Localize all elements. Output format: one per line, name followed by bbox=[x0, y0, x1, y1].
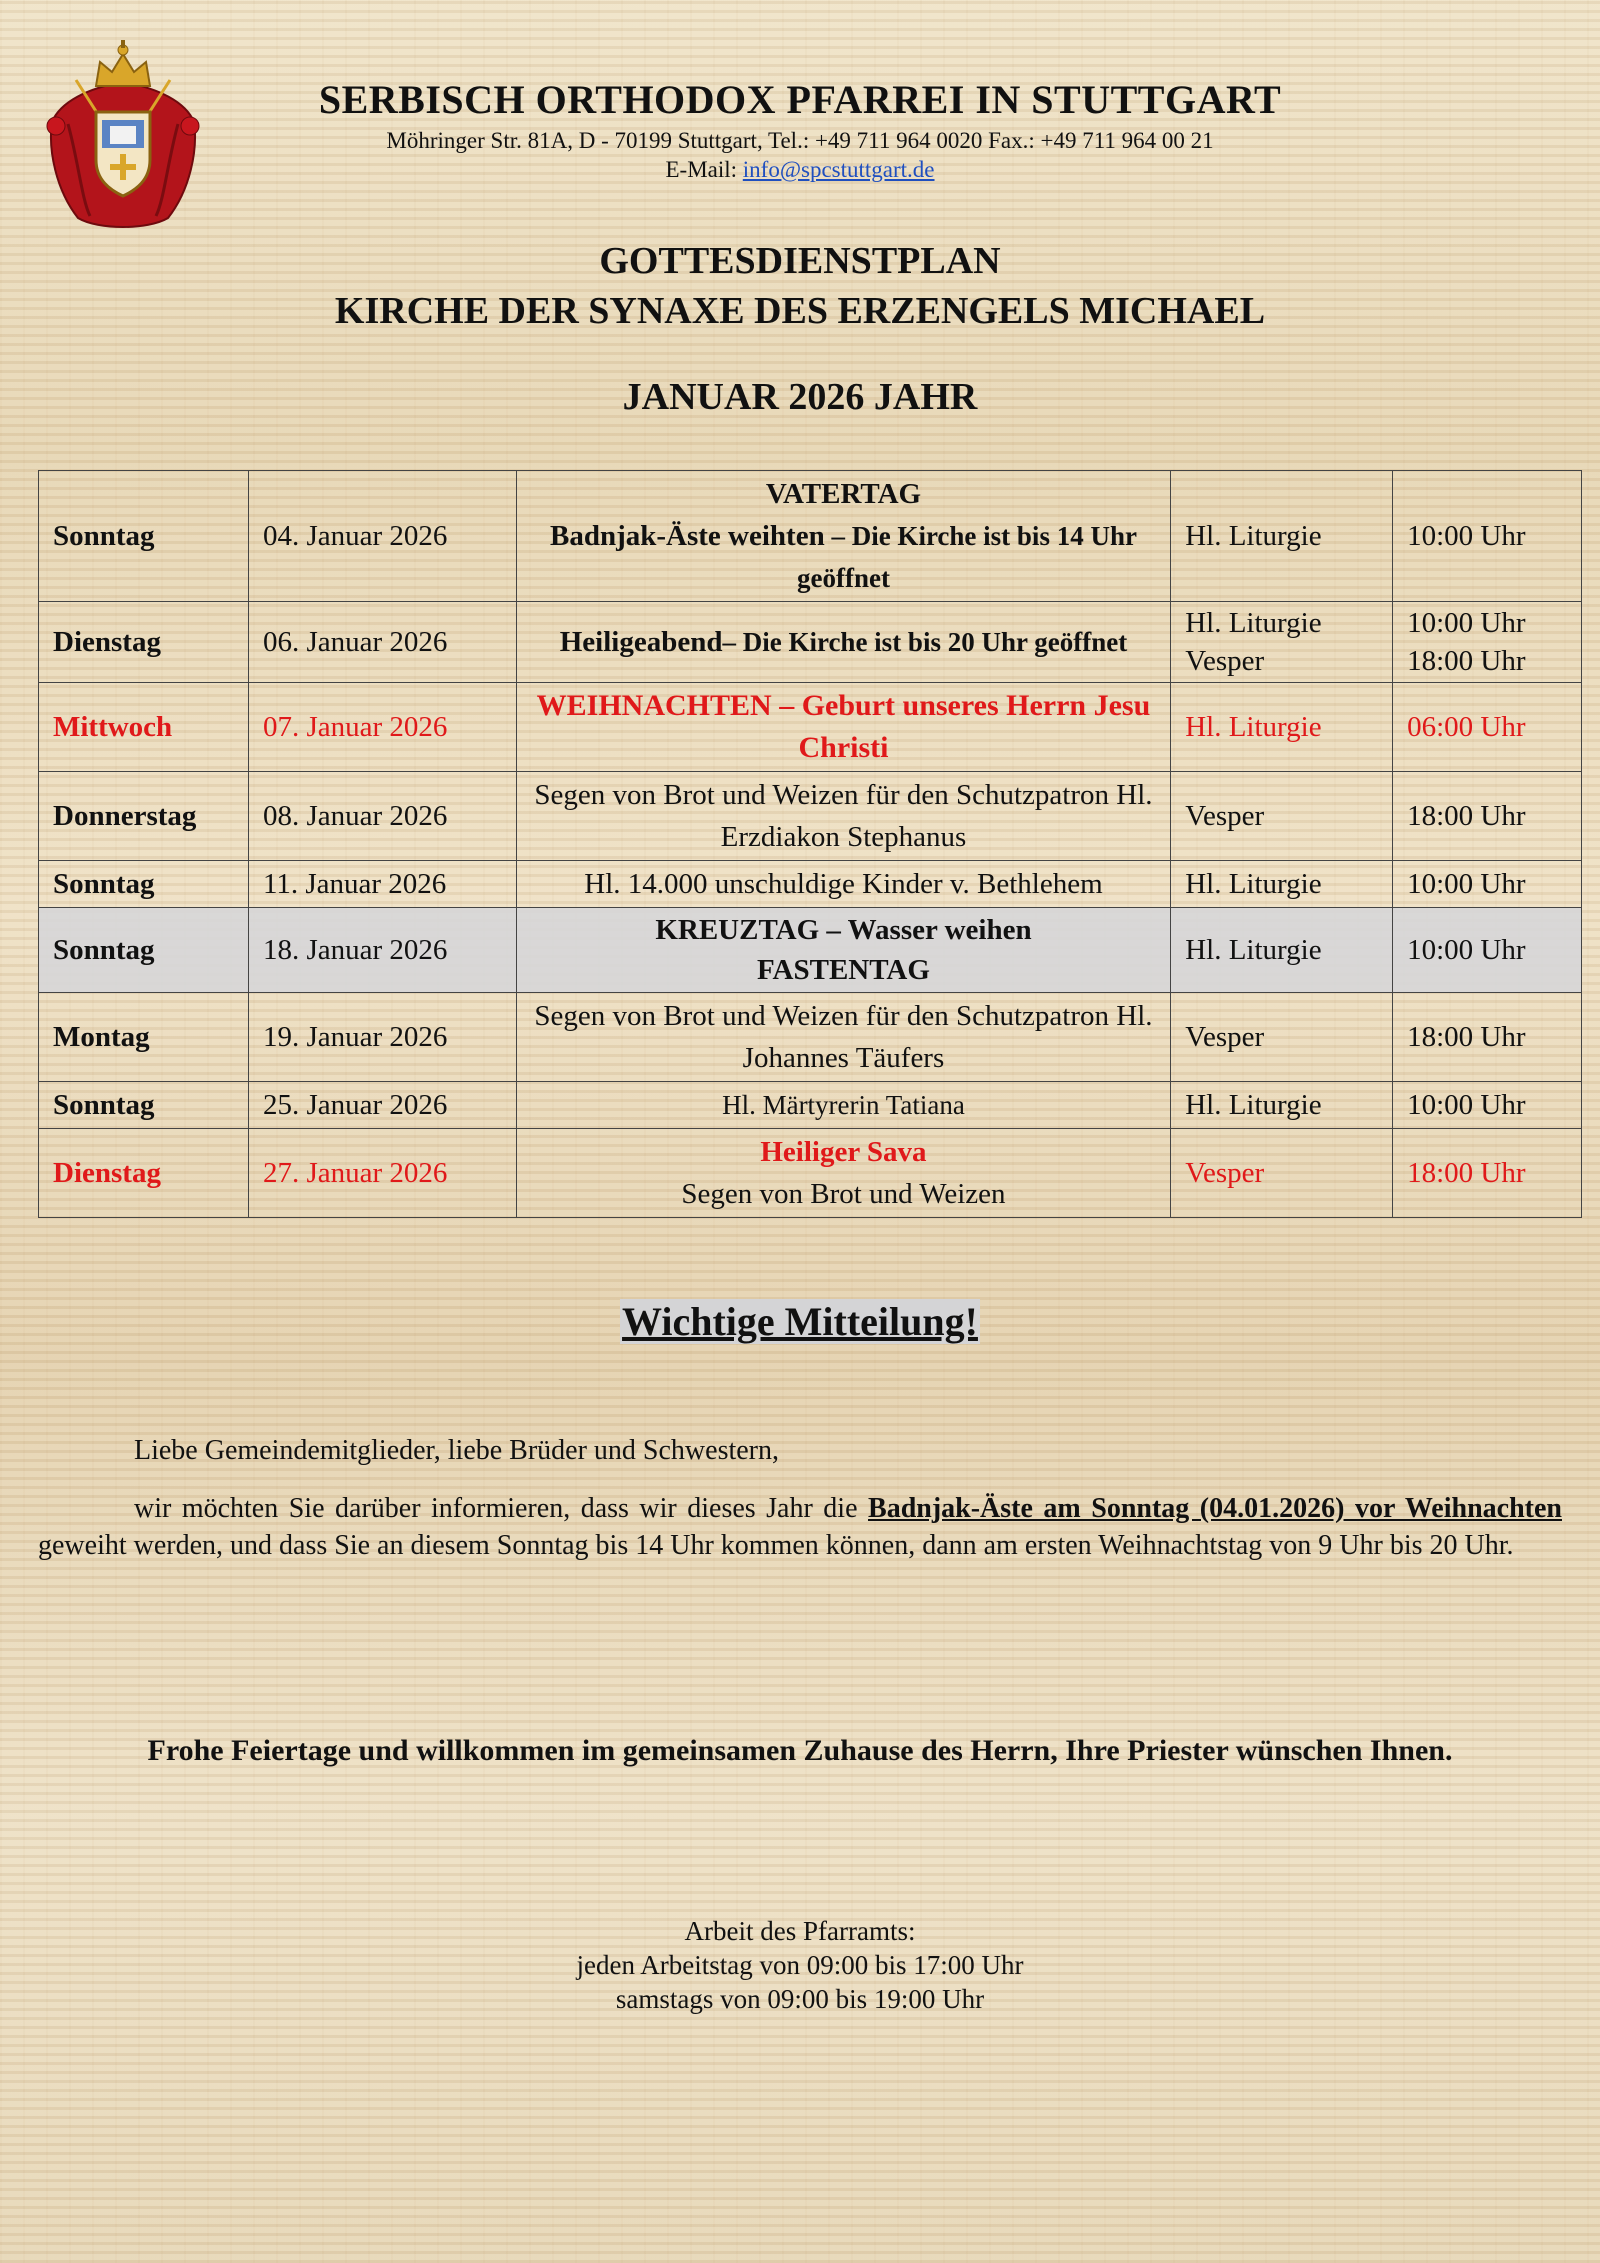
table-row bbox=[39, 1129, 1582, 1218]
church-title: KIRCHE DER SYNAXE DES ERZENGELS MICHAEL bbox=[334, 290, 1266, 332]
event-cell: WEIHNACHTEN – Geburt unseres Herrn Jesu Christi bbox=[516, 683, 1171, 772]
time-cell: 18:00 Uhr bbox=[1393, 993, 1582, 1082]
notice-body bbox=[38, 1490, 1562, 1564]
email-line bbox=[200, 155, 1400, 184]
service-cell: Hl. Liturgie bbox=[1171, 908, 1393, 993]
time-cell: 18:00 Uhr bbox=[1393, 1129, 1582, 1218]
event-title-part: Badnjak-Äste weihten bbox=[549, 520, 825, 552]
service-cell: Vesper bbox=[1171, 772, 1393, 861]
schedule-title: GOTTESDIENSTPLAN bbox=[599, 240, 1001, 282]
table-row bbox=[39, 471, 1582, 602]
notice-body-text: wir möchten Sie darüber informieren, dass wir dieses Jahr die bbox=[134, 1493, 869, 1524]
table-row-fasting bbox=[39, 908, 1582, 993]
date-cell: 04. Januar 2026 bbox=[248, 471, 516, 602]
time-value: 10:00 Uhr bbox=[1407, 607, 1526, 639]
day-cell: Sonntag bbox=[39, 471, 249, 602]
service-name: Hl. Liturgie bbox=[1185, 607, 1322, 639]
date-cell: 08. Januar 2026 bbox=[248, 772, 516, 861]
month-title: JANUAR 2026 JAHR bbox=[622, 376, 978, 418]
date-cell: 06. Januar 2026 bbox=[248, 602, 516, 683]
time-cell: 06:00 Uhr bbox=[1393, 683, 1582, 772]
notice-greeting: Liebe Gemeindemitglieder, liebe Brüder und Schwestern, bbox=[134, 1435, 779, 1466]
event-cell bbox=[516, 1129, 1171, 1218]
office-hours-weekdays: jeden Arbeitstag von 09:00 bis 17:00 Uhr bbox=[576, 1950, 1024, 1980]
date-cell: 25. Januar 2026 bbox=[248, 1082, 516, 1129]
service-cell: Hl. Liturgie bbox=[1171, 471, 1393, 602]
date-cell: 07. Januar 2026 bbox=[248, 683, 516, 772]
event-cell: Hl. Märtyrerin Tatiana bbox=[516, 1082, 1171, 1129]
table-row bbox=[39, 1082, 1582, 1129]
service-cell bbox=[1171, 602, 1393, 683]
event-cell bbox=[516, 471, 1171, 602]
event-cell: Segen von Brot und Weizen für den Schutzpatron Hl. Erzdiakon Stephanus bbox=[516, 772, 1171, 861]
time-value: 18:00 Uhr bbox=[1407, 645, 1526, 677]
office-hours-title: Arbeit des Pfarramts: bbox=[684, 1916, 916, 1946]
notice-title: Wichtige Mitteilung! bbox=[622, 1299, 978, 1344]
table-row bbox=[39, 602, 1582, 683]
time-cell bbox=[1393, 602, 1582, 683]
time-cell: 10:00 Uhr bbox=[1393, 908, 1582, 993]
day-cell: Dienstag bbox=[39, 1129, 249, 1218]
date-cell: 18. Januar 2026 bbox=[248, 908, 516, 993]
church-crest-logo bbox=[38, 40, 208, 240]
office-hours-saturday: samstags von 09:00 bis 19:00 Uhr bbox=[615, 1984, 985, 2014]
parish-address: Möhringer Str. 81A, D - 70199 Stuttgart, Tel.: +49 711 964 0020 Fax.: +49 711 964 00 21 bbox=[386, 128, 1214, 153]
event-title: KREUZTAG – Wasser weihen bbox=[655, 914, 1032, 946]
event-title: Heiliger Sava bbox=[760, 1136, 927, 1168]
event-cell bbox=[516, 908, 1171, 993]
service-cell: Vesper bbox=[1171, 993, 1393, 1082]
date-cell: 27. Januar 2026 bbox=[248, 1129, 516, 1218]
table-row bbox=[39, 772, 1582, 861]
service-cell: Hl. Liturgie bbox=[1171, 861, 1393, 908]
date-cell: 11. Januar 2026 bbox=[248, 861, 516, 908]
table-row bbox=[39, 993, 1582, 1082]
event-note: FASTENTAG bbox=[756, 954, 930, 986]
day-cell: Donnerstag bbox=[39, 772, 249, 861]
date-cell: 19. Januar 2026 bbox=[248, 993, 516, 1082]
event-cell: Hl. 14.000 unschuldige Kinder v. Bethlehem bbox=[516, 861, 1171, 908]
office-hours bbox=[0, 1914, 1600, 2016]
table-row bbox=[39, 861, 1582, 908]
closing-greeting: Frohe Feiertage und willkommen im gemeinsamen Zuhause des Herrn, Ihre Priester wünschen Ihnen. bbox=[147, 1734, 1453, 1767]
notice-heading bbox=[0, 1298, 1600, 1345]
event-title: VATERTAG bbox=[765, 478, 922, 510]
day-cell: Mittwoch bbox=[39, 683, 249, 772]
day-cell: Montag bbox=[39, 993, 249, 1082]
event-title-part: Heiligeabend bbox=[559, 626, 723, 658]
time-cell: 18:00 Uhr bbox=[1393, 772, 1582, 861]
document-titles bbox=[0, 236, 1600, 422]
notice-body-text: geweiht werden, und dass Sie an diesem Sonntag bis 14 Uhr kommen können, dann am ersten Weihnachtstag von 9 Uhr bis 20 Uhr. bbox=[38, 1530, 1514, 1561]
day-cell: Sonntag bbox=[39, 908, 249, 993]
event-cell: Segen von Brot und Weizen für den Schutzpatron Hl. Johannes Täufers bbox=[516, 993, 1171, 1082]
event-note: – Die Kirche ist bis 14 Uhr geöffnet bbox=[796, 521, 1137, 593]
time-cell: 10:00 Uhr bbox=[1393, 861, 1582, 908]
service-name: Vesper bbox=[1185, 645, 1265, 677]
day-cell: Dienstag bbox=[39, 602, 249, 683]
event-note: – Die Kirche ist bis 20 Uhr geöffnet bbox=[722, 627, 1128, 657]
event-note: Segen von Brot und Weizen bbox=[681, 1178, 1006, 1210]
parish-header bbox=[200, 74, 1400, 184]
time-cell: 10:00 Uhr bbox=[1393, 471, 1582, 602]
table-row bbox=[39, 683, 1582, 772]
parish-name: SERBISCH ORTHODOX PFARREI IN STUTTGART bbox=[318, 77, 1282, 122]
service-cell: Hl. Liturgie bbox=[1171, 683, 1393, 772]
day-cell: Sonntag bbox=[39, 1082, 249, 1129]
service-cell: Hl. Liturgie bbox=[1171, 1082, 1393, 1129]
day-cell: Sonntag bbox=[39, 861, 249, 908]
email-label: E-Mail: bbox=[665, 157, 743, 182]
service-schedule-table bbox=[38, 470, 1582, 1218]
notice-highlight: Badnjak-Äste am Sonntag (04.01.2026) vor Weihnachten bbox=[868, 1493, 1562, 1524]
email-link[interactable]: info@spcstuttgart.de bbox=[742, 157, 935, 182]
event-cell bbox=[516, 602, 1171, 683]
time-cell: 10:00 Uhr bbox=[1393, 1082, 1582, 1129]
service-cell: Vesper bbox=[1171, 1129, 1393, 1218]
